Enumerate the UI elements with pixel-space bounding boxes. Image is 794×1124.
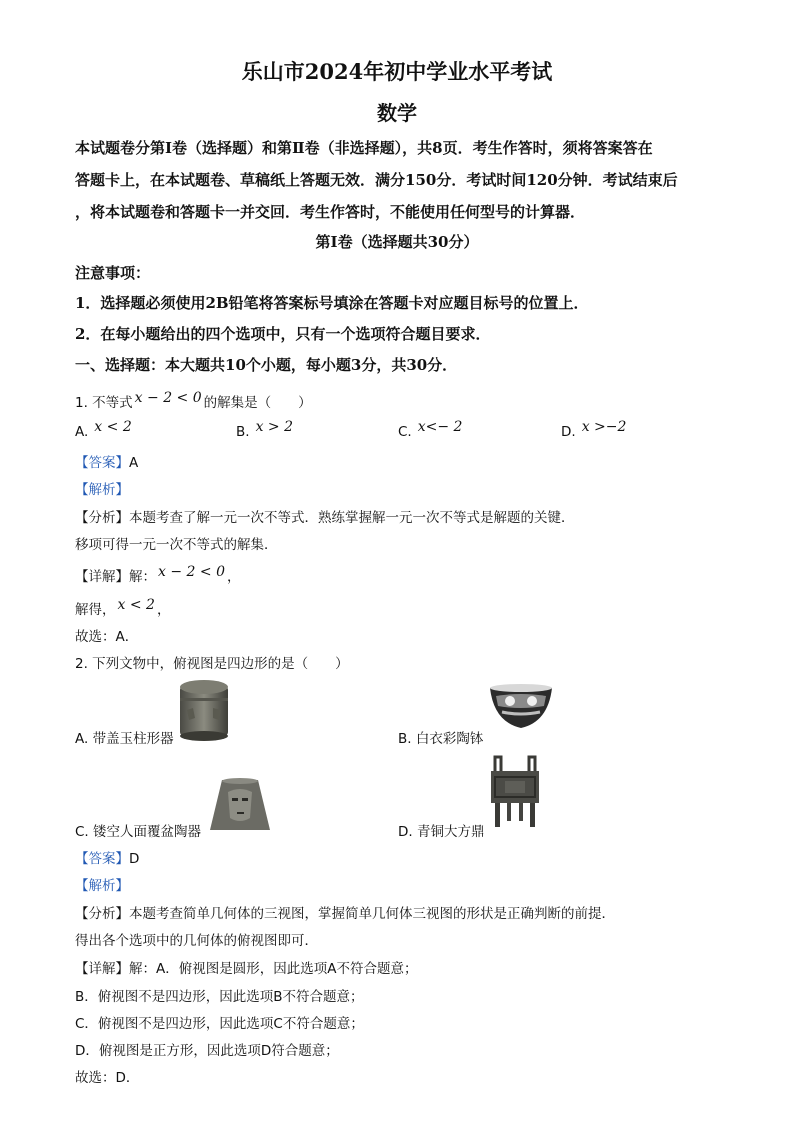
q2-line-d: D．俯视图是正方形，因此选项D符合题意； bbox=[75, 1043, 339, 1059]
q1-option-c bbox=[398, 419, 463, 440]
q1-fenxi bbox=[75, 506, 575, 526]
q2-fenxi bbox=[75, 902, 615, 922]
q1-stem-math: x − 2 < 0 bbox=[134, 390, 202, 406]
q1-choose: 故选：A． bbox=[75, 629, 139, 645]
detail-post: ， bbox=[226, 569, 241, 585]
q2-choose: 故选：D． bbox=[75, 1070, 140, 1086]
solve-post: ， bbox=[156, 602, 171, 618]
note-1: 1．选择题必须使用2B铅笔将答案标号填涂在答题卡对应题目标号的位置上． bbox=[75, 294, 589, 312]
subject-title: 数学 bbox=[377, 101, 417, 125]
fenxi-text: 本题考查了解一元一次不等式．熟练掌握解一元一次不等式是解题的关键． bbox=[129, 510, 575, 526]
part-heading: 一、选择题：本大题共10个小题，每小题3分，共30分． bbox=[75, 356, 458, 374]
q1-solve bbox=[75, 598, 170, 618]
detail-text: 解：A．俯视图是圆形，因此选项A不符合题意； bbox=[129, 961, 418, 977]
q2-option-a: A. 带盖玉柱形器 bbox=[75, 731, 174, 747]
q1-option-b bbox=[236, 419, 293, 440]
painted-pottery-bowl-image bbox=[488, 682, 554, 730]
q2-line-b: B．俯视图不是四边形，因此选项B不符合题意； bbox=[75, 989, 364, 1005]
detail-tag: 【详解】 bbox=[75, 961, 129, 977]
option-label: C. bbox=[398, 424, 412, 440]
q1-answer bbox=[75, 451, 138, 471]
q1-detail bbox=[75, 565, 240, 585]
fenxi-text: 本题考查简单几何体的三视图，掌握简单几何体三视图的形状是正确判断的前提． bbox=[129, 906, 615, 922]
q1-stem-pre: 1. 不等式 bbox=[75, 395, 133, 411]
q1-fenxi-2: 移项可得一元一次不等式的解集． bbox=[75, 537, 278, 553]
answer-tag: 【答案】 bbox=[75, 851, 129, 867]
intro-line-2: 答题卡上，在本试题卷、草稿纸上答题无效．满分150分．考试时间120分钟．考试结束后 bbox=[75, 171, 678, 189]
answer-tag: 【答案】 bbox=[75, 455, 129, 471]
option-math: x<− 2 bbox=[417, 419, 463, 435]
option-label: D. bbox=[561, 424, 576, 440]
q1-option-a bbox=[75, 419, 132, 440]
q2-option-d: D. 青铜大方鼎 bbox=[398, 824, 485, 840]
q1-stem bbox=[75, 391, 312, 411]
q2-option-c: C. 镂空人面覆盆陶器 bbox=[75, 824, 202, 840]
page-title: 乐山市2024年初中学业水平考试 bbox=[241, 59, 553, 84]
detail-tag: 【详解】 bbox=[75, 569, 129, 585]
q2-stem: 2. 下列文物中，俯视图是四边形的是（ ） bbox=[75, 656, 349, 672]
face-pottery-image bbox=[208, 778, 272, 832]
q2-option-b: B. 白衣彩陶钵 bbox=[398, 731, 484, 747]
notes-heading: 注意事项： bbox=[75, 264, 151, 282]
q2-line-c: C．俯视图不是四边形，因此选项C不符合题意； bbox=[75, 1016, 364, 1032]
section-title: 第Ⅰ卷（选择题共30分） bbox=[315, 233, 479, 251]
solve-pre: 解得， bbox=[75, 602, 116, 618]
q2-analysis-tag: 【解析】 bbox=[75, 878, 129, 894]
option-label: A. bbox=[75, 424, 89, 440]
solve-math: x < 2 bbox=[117, 597, 155, 613]
intro-line-3: ，将本试题卷和答题卡一并交回．考生作答时，不能使用任何型号的计算器． bbox=[75, 203, 586, 221]
bronze-ding-image bbox=[487, 755, 543, 829]
q1-option-d bbox=[561, 419, 627, 440]
option-math: x < 2 bbox=[94, 419, 132, 435]
fenxi-tag: 【分析】 bbox=[75, 510, 129, 526]
q2-answer bbox=[75, 847, 139, 867]
option-label: B. bbox=[236, 424, 250, 440]
detail-pre: 解： bbox=[129, 569, 156, 585]
q2-fenxi-2: 得出各个选项中的几何体的俯视图即可． bbox=[75, 933, 318, 949]
intro-line-1: 本试题卷分第Ⅰ卷（选择题）和第Ⅱ卷（非选择题），共8页．考生作答时，须将答案答在 bbox=[75, 139, 653, 157]
detail-math: x − 2 < 0 bbox=[158, 564, 225, 580]
q1-analysis-tag: 【解析】 bbox=[75, 482, 129, 498]
fenxi-tag: 【分析】 bbox=[75, 906, 129, 922]
option-math: x >−2 bbox=[581, 419, 627, 435]
option-math: x > 2 bbox=[255, 419, 293, 435]
q1-stem-post: 的解集是（ ） bbox=[203, 395, 312, 411]
answer-value: D bbox=[129, 851, 140, 867]
note-2: 2．在每小题给出的四个选项中，只有一个选项符合题目要求． bbox=[75, 325, 491, 343]
q2-detail bbox=[75, 957, 417, 977]
answer-value: A bbox=[129, 455, 139, 471]
jade-cylinder-image bbox=[177, 678, 231, 742]
